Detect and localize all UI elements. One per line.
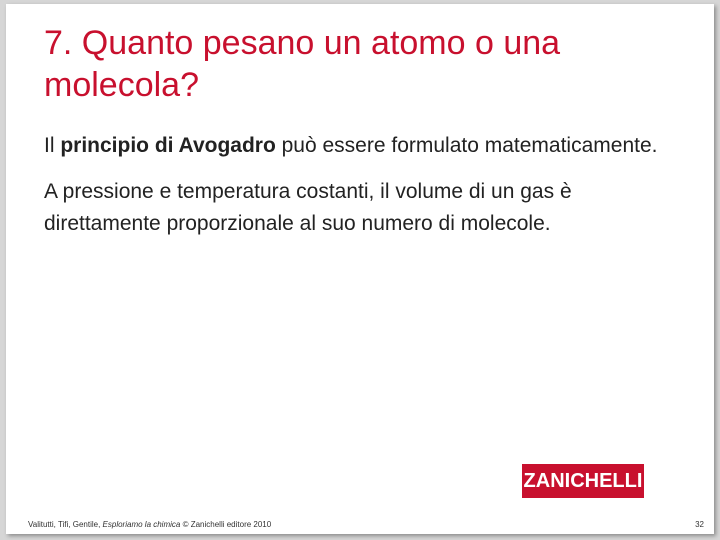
footer-copyright: © Zanichelli editore 2010 bbox=[180, 520, 272, 529]
slide-body bbox=[44, 130, 694, 240]
paragraph-prefix: Il bbox=[44, 134, 61, 157]
paragraph-definition: A pressione e temperatura costanti, il volume di un gas è direttamente proporzionale al suo numero di molecole. bbox=[44, 180, 572, 235]
footer-book-title: Esploriamo la chimica bbox=[102, 520, 181, 529]
footer-credits bbox=[28, 520, 271, 529]
slide-title: 7. Quanto pesano un atomo o una molecola? bbox=[44, 24, 561, 104]
page-number: 32 bbox=[695, 520, 704, 529]
avogadro-principle-term: principio di Avogadro bbox=[60, 134, 276, 157]
paragraph-avogadro bbox=[44, 130, 694, 162]
paragraph-suffix: può essere formulato matematicamente. bbox=[275, 134, 658, 157]
slide bbox=[6, 4, 714, 534]
footer-authors: Valitutti, Tifi, Gentile, bbox=[28, 520, 103, 529]
zanichelli-logo: ZANICHELLI bbox=[522, 464, 644, 498]
